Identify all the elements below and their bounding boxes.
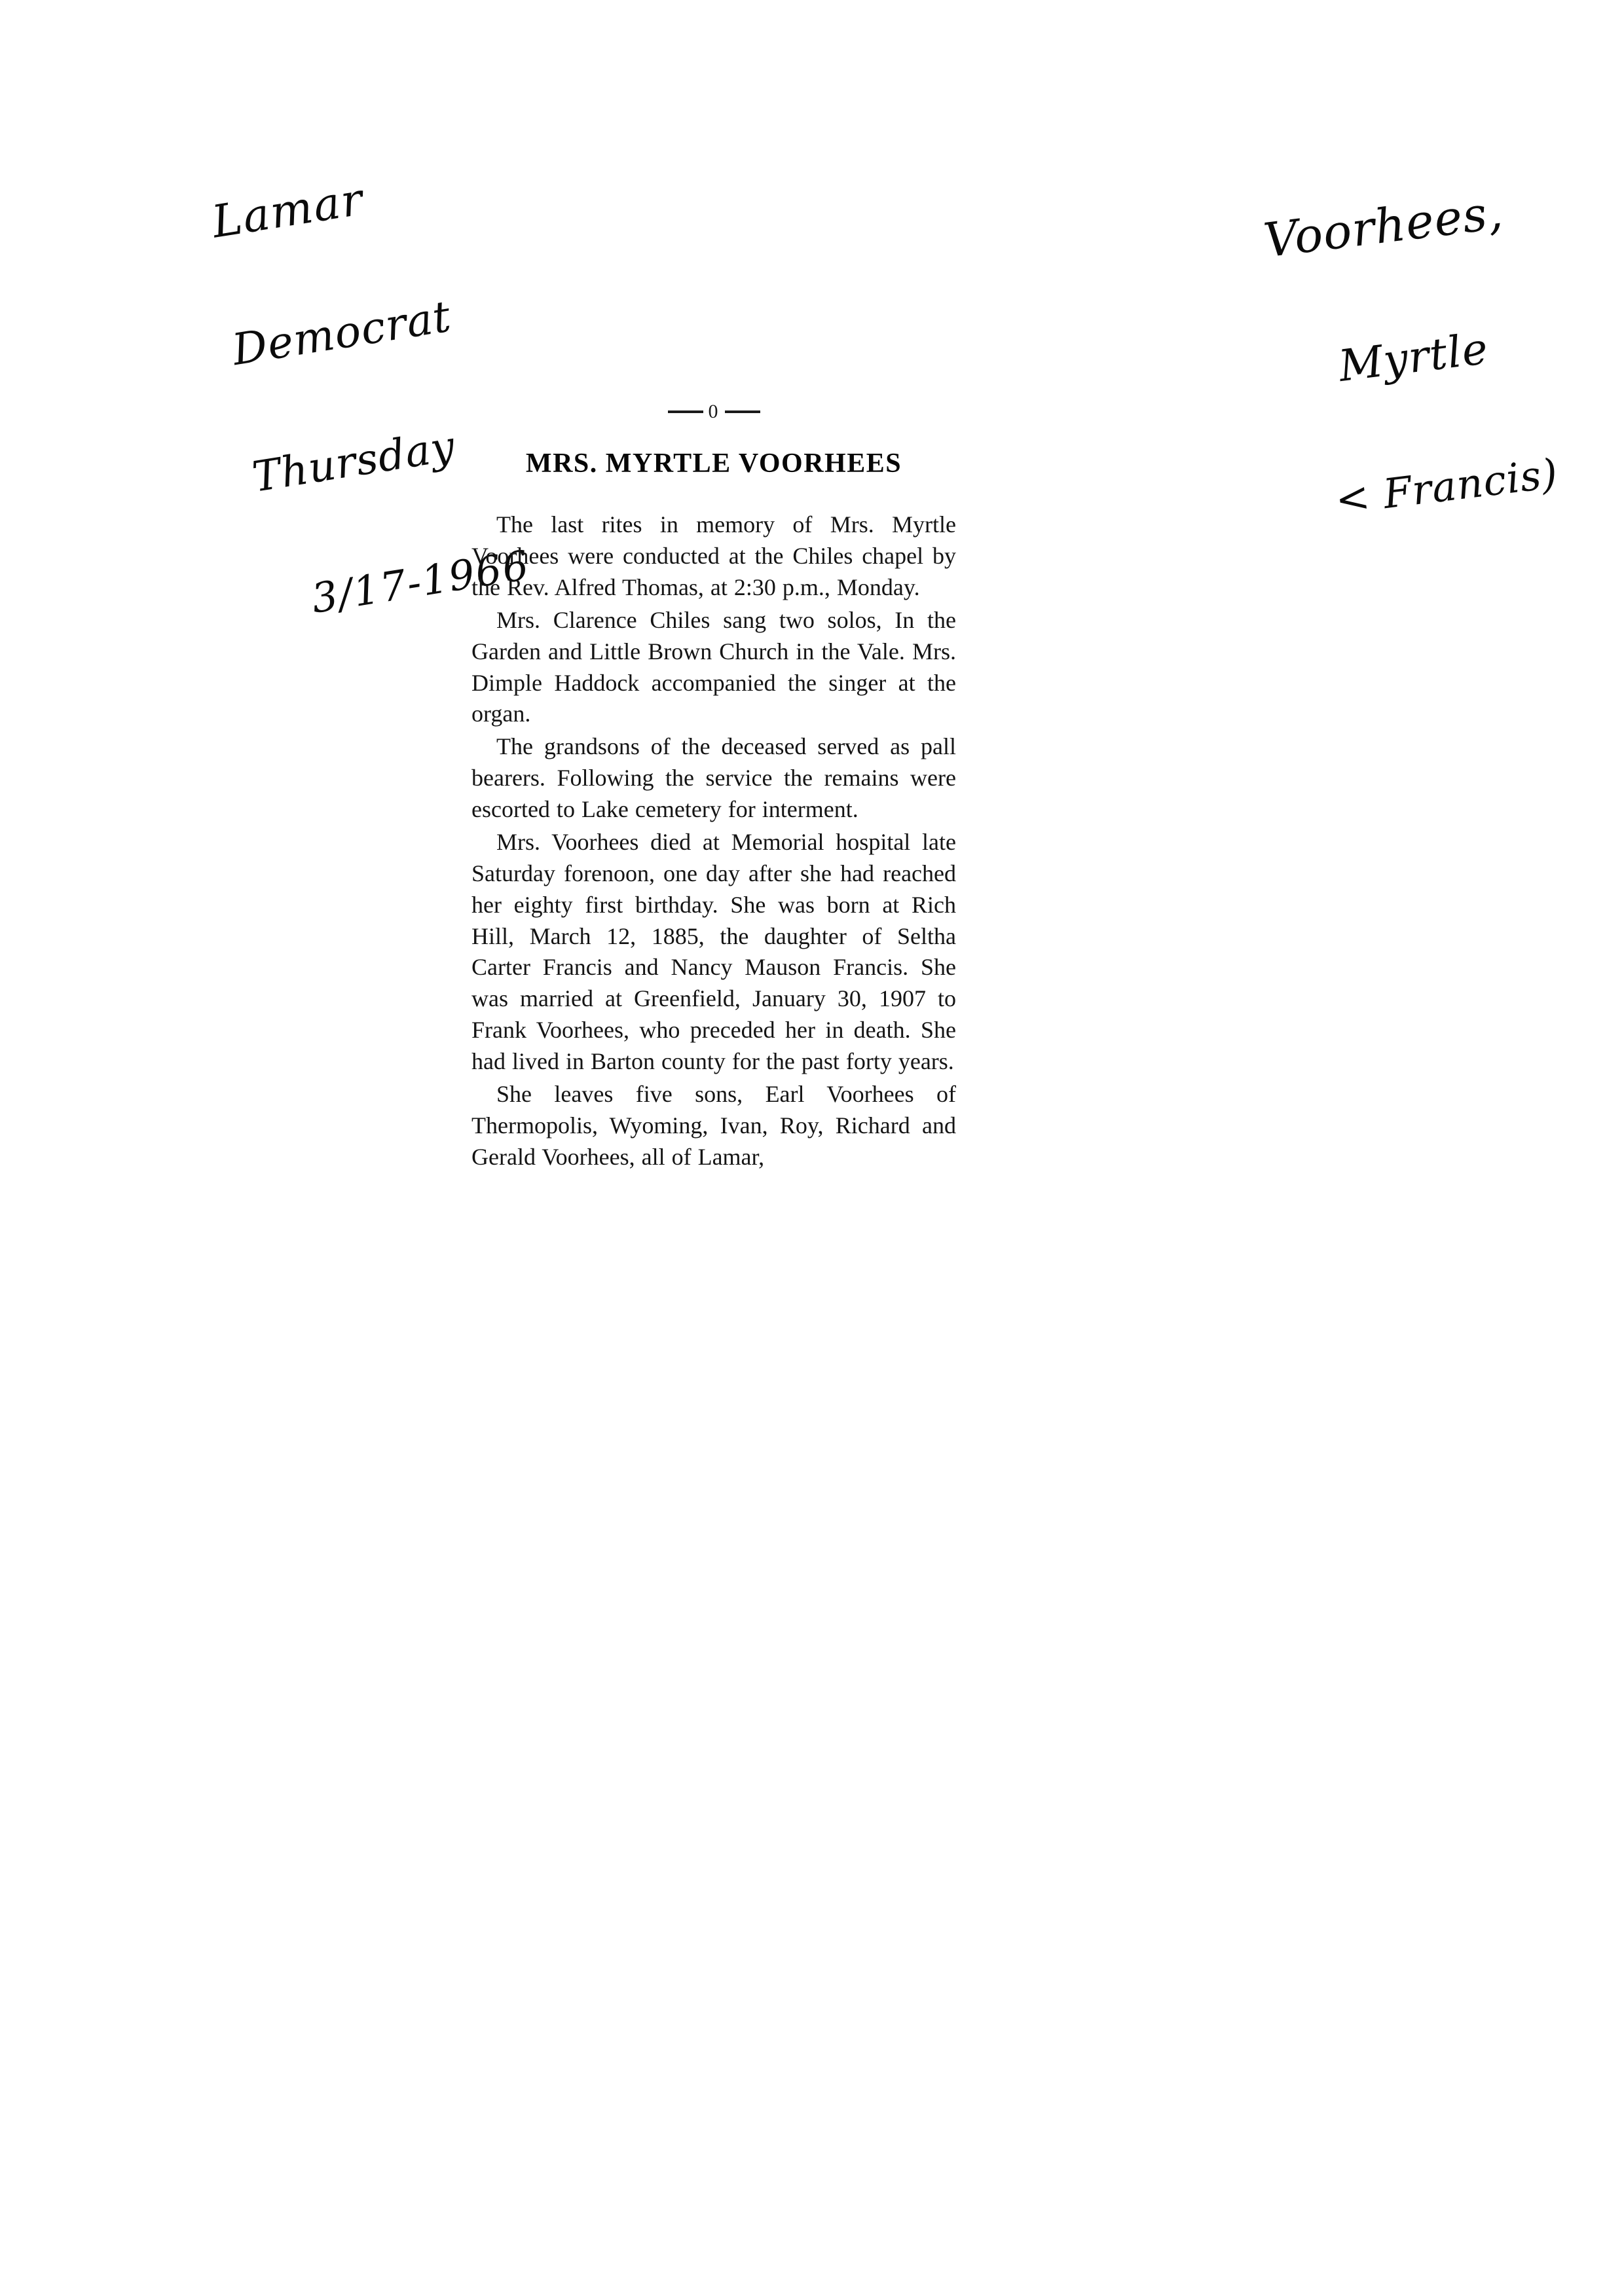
divider-rule-left [668, 410, 703, 413]
obituary-paragraph: The last rites in memory of Mrs. Myrtle Voorhees were conducted at the Chiles chapel by the Rev. Alfred Thomas, at 2:30 p.m., Monday. [471, 511, 956, 600]
section-divider-ornament [471, 399, 956, 422]
annotation-source-line-2: Democrat [229, 291, 455, 376]
obituary-paragraph: Mrs. Voorhees died at Memorial hospital late Saturday forenoon, one day after she had reached her eighty first birthday. She was born at Rich Hill, March 12, 1885, the daughter of Seltha Carter Francis and Nancy Mauson Francis. She was married at Greenfield, January 30, 1907 to Frank Voorhees, who preceded her in death. She had lived in Barton county for the past forty years. [471, 828, 956, 1075]
obituary-paragraph: She leaves five sons, Earl Voorhees of Thermopolis, Wyoming, Ivan, Roy, Richard and Gerald Voorhees, all of Lamar, [471, 1080, 956, 1170]
divider-knot: 0 [708, 401, 720, 423]
obituary-paragraph: The grandsons of the deceased served as pall bearers. Following the service the remains were escorted to Lake cemetery for interment. [471, 733, 956, 823]
annotation-source-line-3: Thursday [249, 422, 459, 502]
annotation-name-line-2: Myrtle [1336, 323, 1492, 392]
annotation-source-line-4: 3/17-1966 [308, 541, 533, 623]
annotation-source-line-1: Lamar [208, 173, 368, 249]
divider-rule-right [725, 410, 760, 413]
handwritten-name-annotation [1251, 105, 1565, 566]
newspaper-clipping [471, 399, 956, 1175]
obituary-headline: MRS. MYRTLE VOORHEES [525, 448, 902, 479]
obituary-paragraph: Mrs. Clarence Chiles sang two solos, In the Garden and Little Brown Church in the Vale. Mrs. Dimple Haddock accompanied the singer at the organ. [471, 606, 956, 727]
annotation-name-line-3: < Francis) [1333, 449, 1561, 524]
annotation-name-line-1: Voorhees, [1261, 184, 1507, 268]
